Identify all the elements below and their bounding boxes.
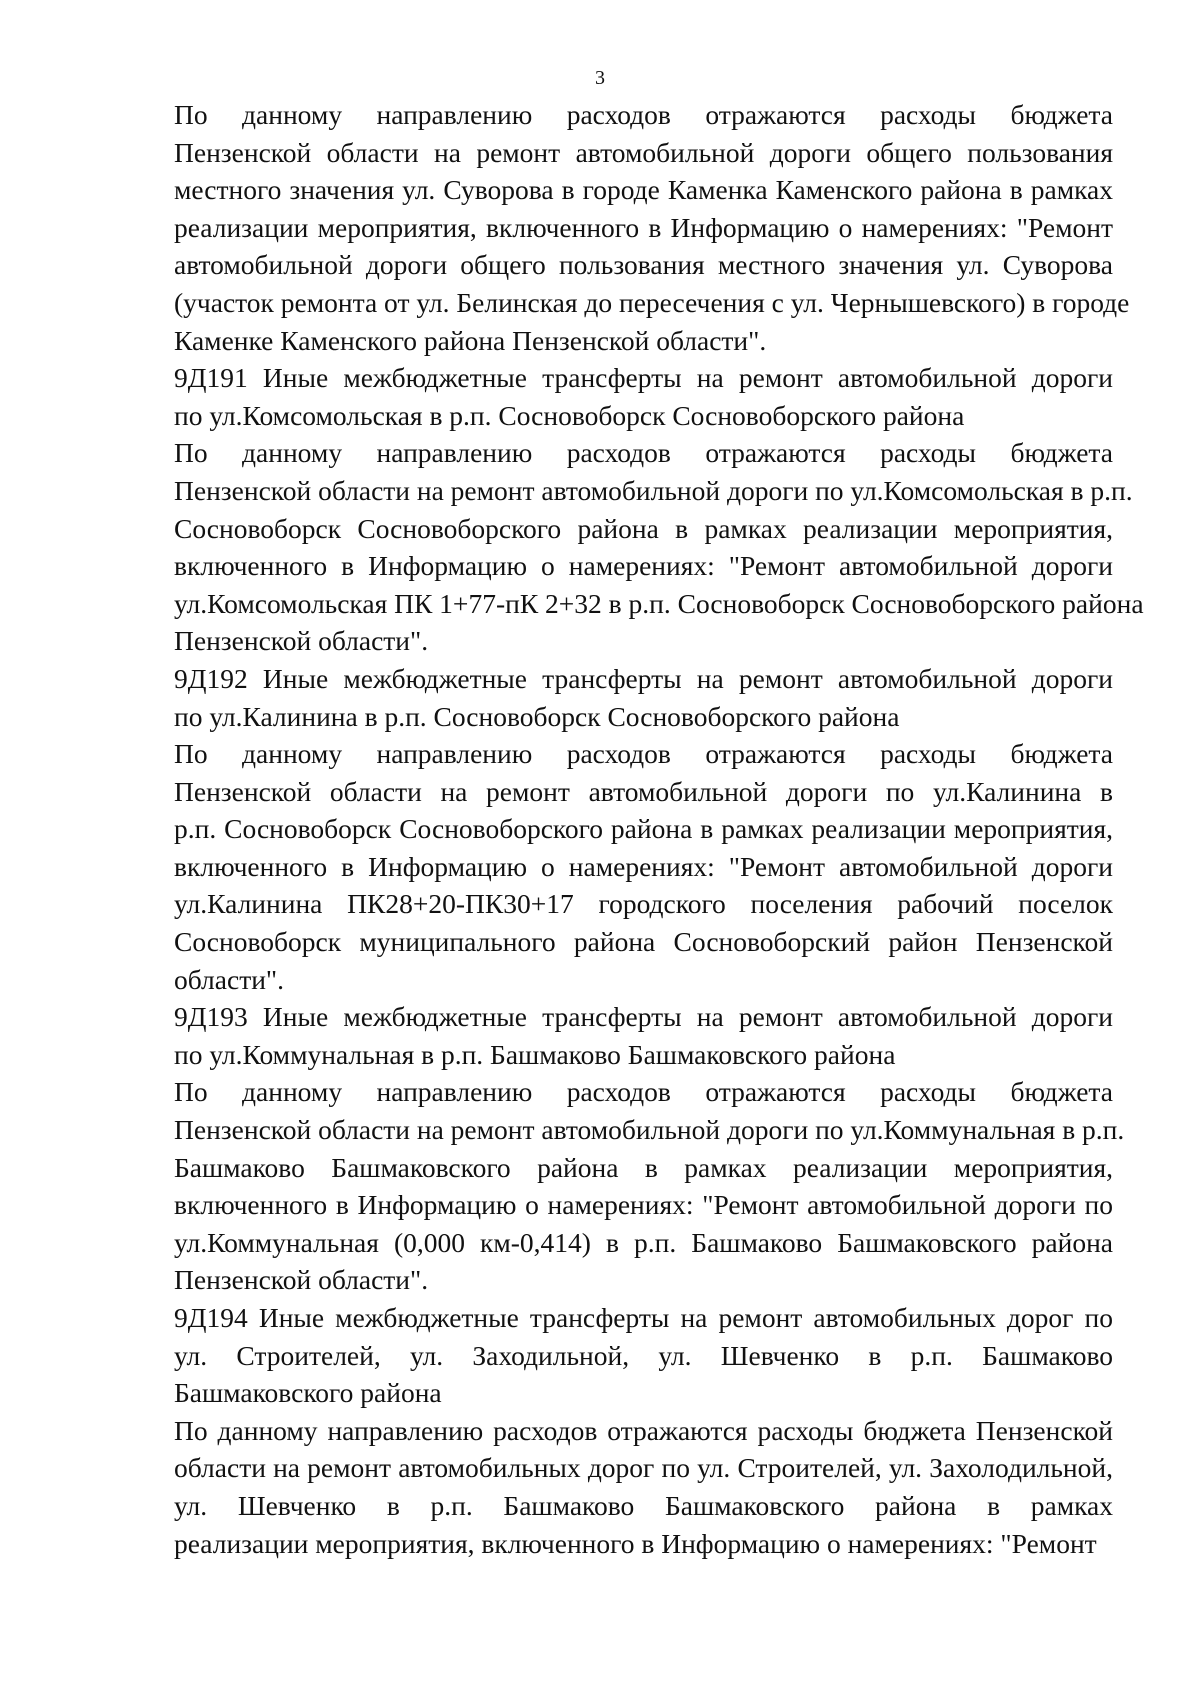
text-line: Пензенской области". [174,625,429,657]
expense-code-heading [103,660,1113,735]
text-line: По данному направлению расходов отражаются расходы бюджета [174,437,1113,469]
text-line: Пензенской области на ремонт автомобильной дороги по ул.Калинина в [174,775,1113,807]
text-line: ул.Комсомольская ПК 1+77-пК 2+32 в р.п. Сосновоборск Сосновоборского района [174,587,1144,619]
text-line: ул.Калинина ПК28+20-ПК30+17 городского поселения рабочий поселок [174,888,1113,920]
text-line: по ул.Комсомольская в р.п. Сосновоборск Сосновоборского района [174,399,965,431]
text-line: 9Д192 Иные межбюджетные трансферты на ремонт автомобильной дороги [174,662,1113,694]
text-line: области на ремонт автомобильных дорог по ул. Строителей, ул. Захолодильной, [174,1452,1113,1484]
expense-code-heading [103,359,1113,434]
document-body [103,96,1144,1562]
text-line: По данному направлению расходов отражаются расходы бюджета [174,738,1113,770]
text-line: по ул.Коммунальная в р.п. Башмаково Башмаковского района [174,1038,896,1070]
text-line: включенного в Информацию о намерениях: "Ремонт автомобильной дороги [174,550,1113,582]
expense-description-paragraph [103,1412,1113,1562]
text-line: области". [174,963,285,995]
text-line: включенного в Информацию о намерениях: "Ремонт автомобильной дороги [174,850,1113,882]
text-line: ул. Строителей, ул. Заходильной, ул. Шевченко в р.п. Башмаково [174,1339,1113,1371]
expense-code-heading [103,998,1113,1073]
expense-code-heading [103,1299,1113,1412]
text-line: 9Д194 Иные межбюджетные трансферты на ремонт автомобильных дорог по [174,1302,1113,1333]
expense-description-paragraph [103,1073,1125,1299]
text-line: По данному направлению расходов отражаются расходы бюджета Пензенской [174,1414,1113,1446]
text-line: Башмаково Башмаковского района в рамках реализации мероприятия, [174,1151,1113,1183]
text-line: (участок ремонта от ул. Белинская до пересечения с ул. Чернышевского) в городе [174,286,1130,318]
text-line: реализации мероприятия, включенного в Информацию о намерениях: "Ремонт [174,211,1113,243]
text-line: Сосновоборск муниципального района Сосновоборский район Пензенской [174,926,1113,958]
text-line: 9Д193 Иные межбюджетные трансферты на ремонт автомобильной дороги [174,1001,1113,1033]
text-line: реализации мероприятия, включенного в Информацию о намерениях: "Ремонт [174,1527,1097,1559]
text-line: Пензенской области на ремонт автомобильной дороги общего пользования [174,136,1113,168]
text-line: 9Д191 Иные межбюджетные трансферты на ремонт автомобильной дороги [174,362,1113,394]
text-line: ул.Коммунальная (0,000 км-0,414) в р.п. Башмаково Башмаковского района [174,1226,1113,1258]
text-line: Пензенской области на ремонт автомобильной дороги по ул.Комсомольская в р.п. [174,474,1133,506]
text-line: Башмаковского района [174,1377,442,1409]
text-line: р.п. Сосновоборск Сосновоборского района в рамках реализации мероприятия, [174,813,1113,845]
text-line: Пензенской области". [174,1264,429,1296]
text-line: включенного в Информацию о намерениях: "Ремонт автомобильной дороги по [174,1189,1113,1221]
expense-description-paragraph [103,96,1130,359]
page-number: 3 [595,67,605,89]
expense-description-paragraph [103,434,1144,660]
text-line: по ул.Калинина в р.п. Сосновоборск Сосновоборского района [174,700,900,732]
text-line: Сосновоборск Сосновоборского района в рамках реализации мероприятия, [174,512,1113,544]
text-line: автомобильной дороги общего пользования местного значения ул. Суворова [174,249,1113,281]
text-line: Каменке Каменского района Пензенской области". [174,324,767,356]
text-line: местного значения ул. Суворова в городе Каменка Каменского района в рамках [174,174,1113,206]
text-line: ул. Шевченко в р.п. Башмаково Башмаковского района в рамках [174,1489,1113,1521]
expense-description-paragraph [103,735,1113,998]
text-line: По данному направлению расходов отражаются расходы бюджета [174,99,1113,130]
text-line: Пензенской области на ремонт автомобильной дороги по ул.Коммунальная в р.п. [174,1114,1125,1146]
text-line: По данному направлению расходов отражаются расходы бюджета [174,1076,1113,1108]
